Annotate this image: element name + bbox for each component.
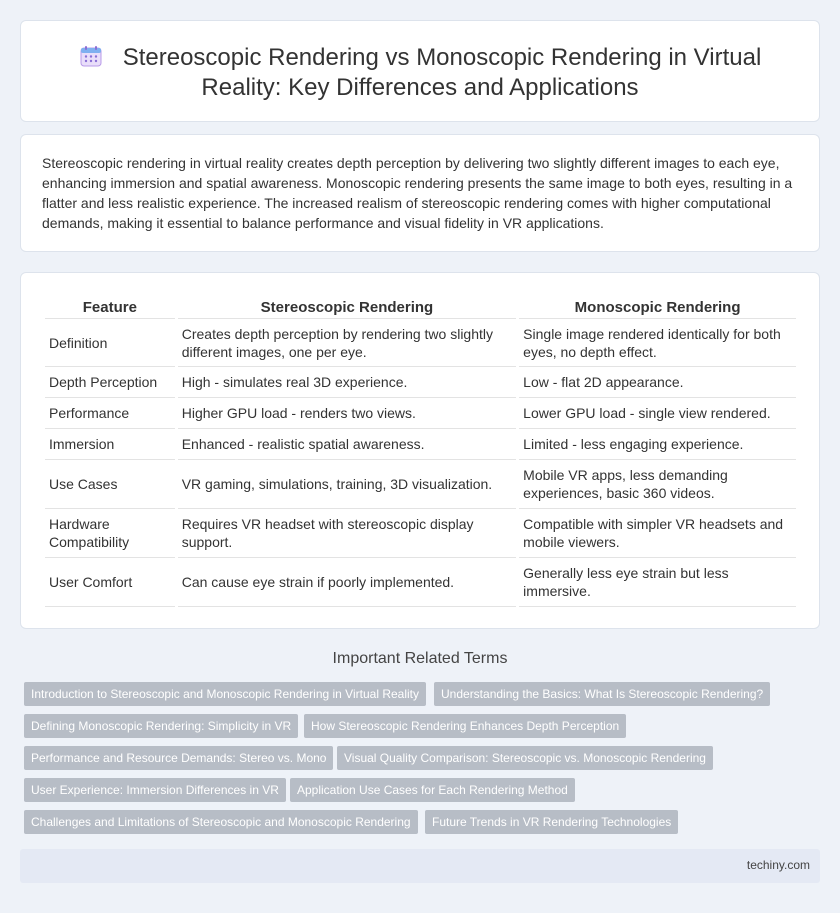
footer-brand[interactable]: techiny.com	[746, 858, 810, 872]
related-tag[interactable]: Introduction to Stereoscopic and Monoscopic Rendering in Virtual Reality	[24, 682, 426, 706]
monoscopic-cell: Compatible with simpler VR headsets and mobile viewers.	[519, 509, 796, 558]
related-terms-heading: Important Related Terms	[332, 650, 508, 667]
stereoscopic-cell: Higher GPU load - renders two views.	[178, 398, 516, 429]
table-row	[45, 509, 796, 558]
page-title: Stereoscopic Rendering vs Monoscopic Rendering in Virtual Reality: Key Differences and Applications	[122, 44, 762, 101]
feature-cell: Performance	[45, 398, 175, 429]
related-tag[interactable]: How Stereoscopic Rendering Enhances Depth Perception	[304, 714, 626, 738]
header-feature: Feature	[45, 297, 175, 319]
footer-bar	[20, 849, 820, 883]
monoscopic-cell: Single image rendered identically for both eyes, no depth effect.	[519, 319, 796, 367]
monoscopic-cell: Generally less eye strain but less immersive.	[519, 558, 796, 607]
related-tag[interactable]: Performance and Resource Demands: Stereo vs. Mono	[24, 746, 333, 770]
stereoscopic-cell: High - simulates real 3D experience.	[178, 367, 516, 398]
table-row	[45, 460, 796, 509]
monoscopic-cell: Low - flat 2D appearance.	[519, 367, 796, 398]
stereoscopic-cell: Creates depth perception by rendering two slightly different images, one per eye.	[178, 319, 516, 367]
stereoscopic-cell: Can cause eye strain if poorly implemented.	[178, 558, 516, 607]
stereoscopic-cell: VR gaming, simulations, training, 3D visualization.	[178, 460, 516, 509]
comparison-table	[42, 297, 799, 607]
feature-cell: Depth Perception	[45, 367, 175, 398]
header-monoscopic: Monoscopic Rendering	[519, 297, 796, 319]
monoscopic-cell: Limited - less engaging experience.	[519, 429, 796, 460]
comparison-card	[20, 272, 820, 629]
header-stereoscopic: Stereoscopic Rendering	[178, 297, 516, 319]
stereoscopic-cell: Requires VR headset with stereoscopic display support.	[178, 509, 516, 558]
feature-cell: Definition	[45, 319, 175, 367]
table-row	[45, 558, 796, 607]
calendar-icon	[79, 44, 103, 68]
table-row	[45, 429, 796, 460]
page-title-wrap	[21, 43, 819, 103]
feature-cell: Hardware Compatibility	[45, 509, 175, 558]
intro-paragraph: Stereoscopic rendering in virtual reality creates depth perception by delivering two slightly different images to each eye, enhancing immersion and spatial awareness. Monoscopic rendering presents the same image to both eyes, resulting in a flatter and less realistic experience. The increased realism of stereoscopic rendering comes with higher computational demands, making it essential to balance performance and visual fidelity in VR applications.	[42, 155, 793, 231]
table-row	[45, 398, 796, 429]
related-tag[interactable]: Understanding the Basics: What Is Stereoscopic Rendering?	[434, 682, 770, 706]
table-row	[45, 367, 796, 398]
related-tag[interactable]: Visual Quality Comparison: Stereoscopic vs. Monoscopic Rendering	[337, 746, 713, 770]
intro-card	[20, 134, 820, 252]
monoscopic-cell: Lower GPU load - single view rendered.	[519, 398, 796, 429]
title-card	[20, 20, 820, 122]
table-header-row	[45, 297, 796, 319]
stereoscopic-cell: Enhanced - realistic spatial awareness.	[178, 429, 516, 460]
feature-cell: Use Cases	[45, 460, 175, 509]
related-tag[interactable]: Application Use Cases for Each Rendering Method	[290, 778, 575, 802]
related-tag[interactable]: User Experience: Immersion Differences in VR	[24, 778, 286, 802]
related-tag[interactable]: Future Trends in VR Rendering Technologies	[425, 810, 678, 834]
feature-cell: User Comfort	[45, 558, 175, 607]
related-tag[interactable]: Challenges and Limitations of Stereoscopic and Monoscopic Rendering	[24, 810, 418, 834]
monoscopic-cell: Mobile VR apps, less demanding experiences, basic 360 videos.	[519, 460, 796, 509]
related-tag[interactable]: Defining Monoscopic Rendering: Simplicity in VR	[24, 714, 298, 738]
feature-cell: Immersion	[45, 429, 175, 460]
table-row	[45, 319, 796, 367]
